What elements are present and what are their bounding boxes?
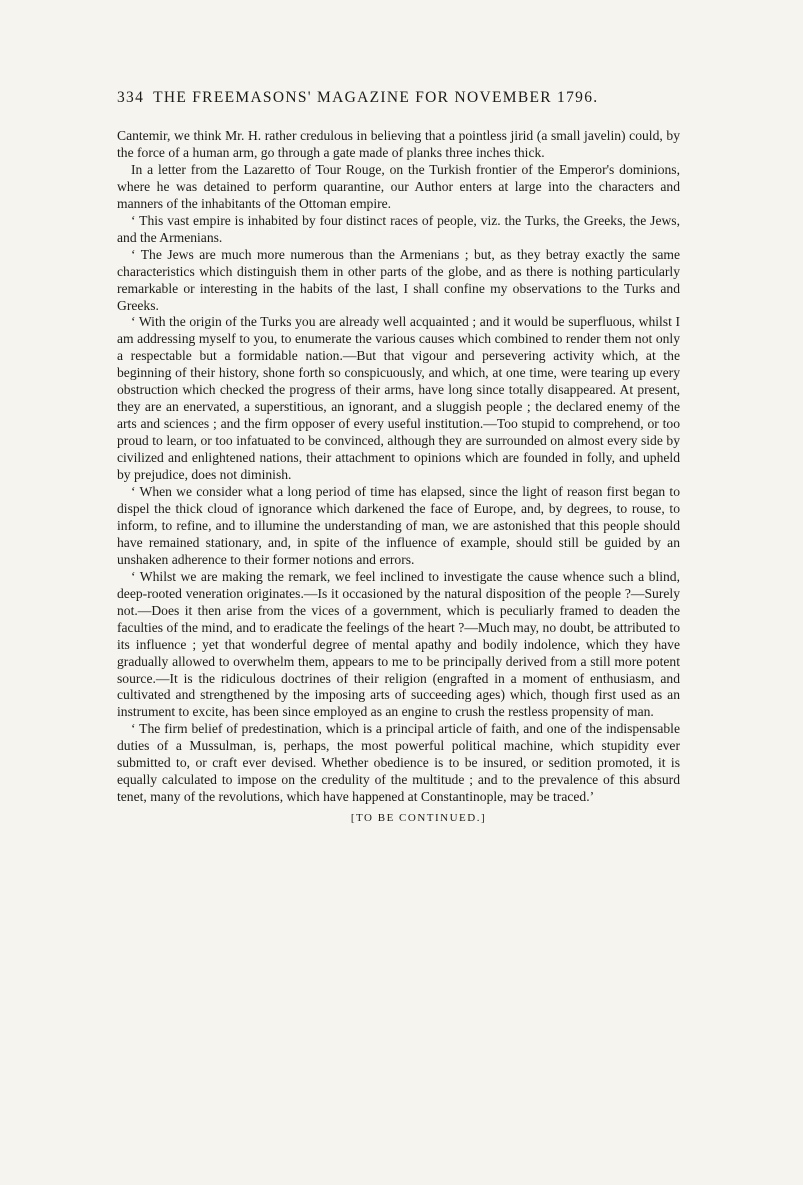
paragraph-8: ‘ The firm belief of predestination, which is a principal article of faith, and one of the indispensable duties of a Mussulman, is, perhaps, the most powerful political machine, which stupidity ever submitted to, or craft ever devised. Whether obedience is to be insured, or sedition promoted, it is equally calculated to impose on the credulity of the multitude ; and to the prevalence of this absurd tenet, many of the revolutions, which have happened at Constantinople, may be traced.’: [117, 721, 680, 805]
magazine-title: THE FREEMASONS' MAGAZINE FOR NOVEMBER 1796.: [153, 89, 599, 106]
article-body: [117, 128, 680, 806]
paragraph-2: In a letter from the Lazaretto of Tour Rouge, on the Turkish frontier of the Emperor's dominions, where he was detained to perform quarantine, our Author enters at large into the characters and manners of the inhabitants of the Ottoman empire.: [117, 161, 680, 211]
paragraph-5: ‘ With the origin of the Turks you are already well acquainted ; and it would be superfluous, whilst I am addressing myself to you, to enumerate the various causes which combined to render them not only a respectable but a formidable nation.—But that vigour and persevering activity which, at the beginning of their history, shone forth so conspicuously, and which, at one time, were tearing up every obstruction which checked the progress of their arms, have long since totally disappeared. At present, they are an enervated, a superstitious, an ignorant, and a sluggish people ; the declared enemy of the arts and sciences ; and the firm opposer of every useful institution.—Too stupid to comprehend, or too proud to learn, or too infatuated to be convinced, although they are surrounded on almost every side by civilized and enlightened nations, their attachment to opinions which are founded in folly, and upheld by prejudice, does not diminish.: [117, 314, 680, 483]
paragraph-7: ‘ Whilst we are making the remark, we feel inclined to investigate the cause whence such a blind, deep-rooted veneration originates.—Is it occasioned by the natural disposition of the people ?—Surely not.—Does it then arise from the vices of a government, which is peculiarly framed to deaden the faculties of the mind, and to eradicate the feelings of the heart ?—Much may, no doubt, be attributed to its influence ; yet that wonderful degree of mental apathy and bodily indolence, which they have gradually allowed to overwhelm them, appears to me to be principally derived from a still more potent source.—It is the ridiculous doctrines of their religion (engrafted in a moment of enthusiasm, and cultivated and strengthened by the imposing arts of succeeding ages) which, though first used as an instrument to excite, has been since employed as an engine to crush the restless propensity of man.: [117, 568, 680, 720]
paragraph-6: ‘ When we consider what a long period of time has elapsed, since the light of reason first began to dispel the thick cloud of ignorance which darkened the face of Europe, and, by degrees, to rouse, to inform, to refine, and to illumine the understanding of man, we are astonished that this people should have remained stationary, and, in spite of the influence of example, should still be guided by an unshaken adherence to their former notions and errors.: [117, 484, 680, 567]
page: [117, 88, 680, 824]
paragraph-4: ‘ The Jews are much more numerous than the Armenians ; but, as they betray exactly the same characteristics which distinguish them in other parts of the globe, and as there is nothing particularly remarkable or interesting in the habits of the last, I shall confine my observations to the Turks and Greeks.: [117, 246, 680, 313]
paragraph-3: ‘ This vast empire is inhabited by four distinct races of people, viz. the Turks, the Greeks, the Jews, and the Armenians.: [117, 212, 680, 245]
to-be-continued: [TO BE CONTINUED.]: [350, 812, 487, 825]
running-head: [117, 88, 680, 108]
page-number: 334: [117, 89, 145, 106]
paragraph-1: Cantemir, we think Mr. H. rather credulous in believing that a pointless jirid (a small javelin) could, by the force of a human arm, go through a gate made of planks three inches thick.: [117, 128, 680, 160]
